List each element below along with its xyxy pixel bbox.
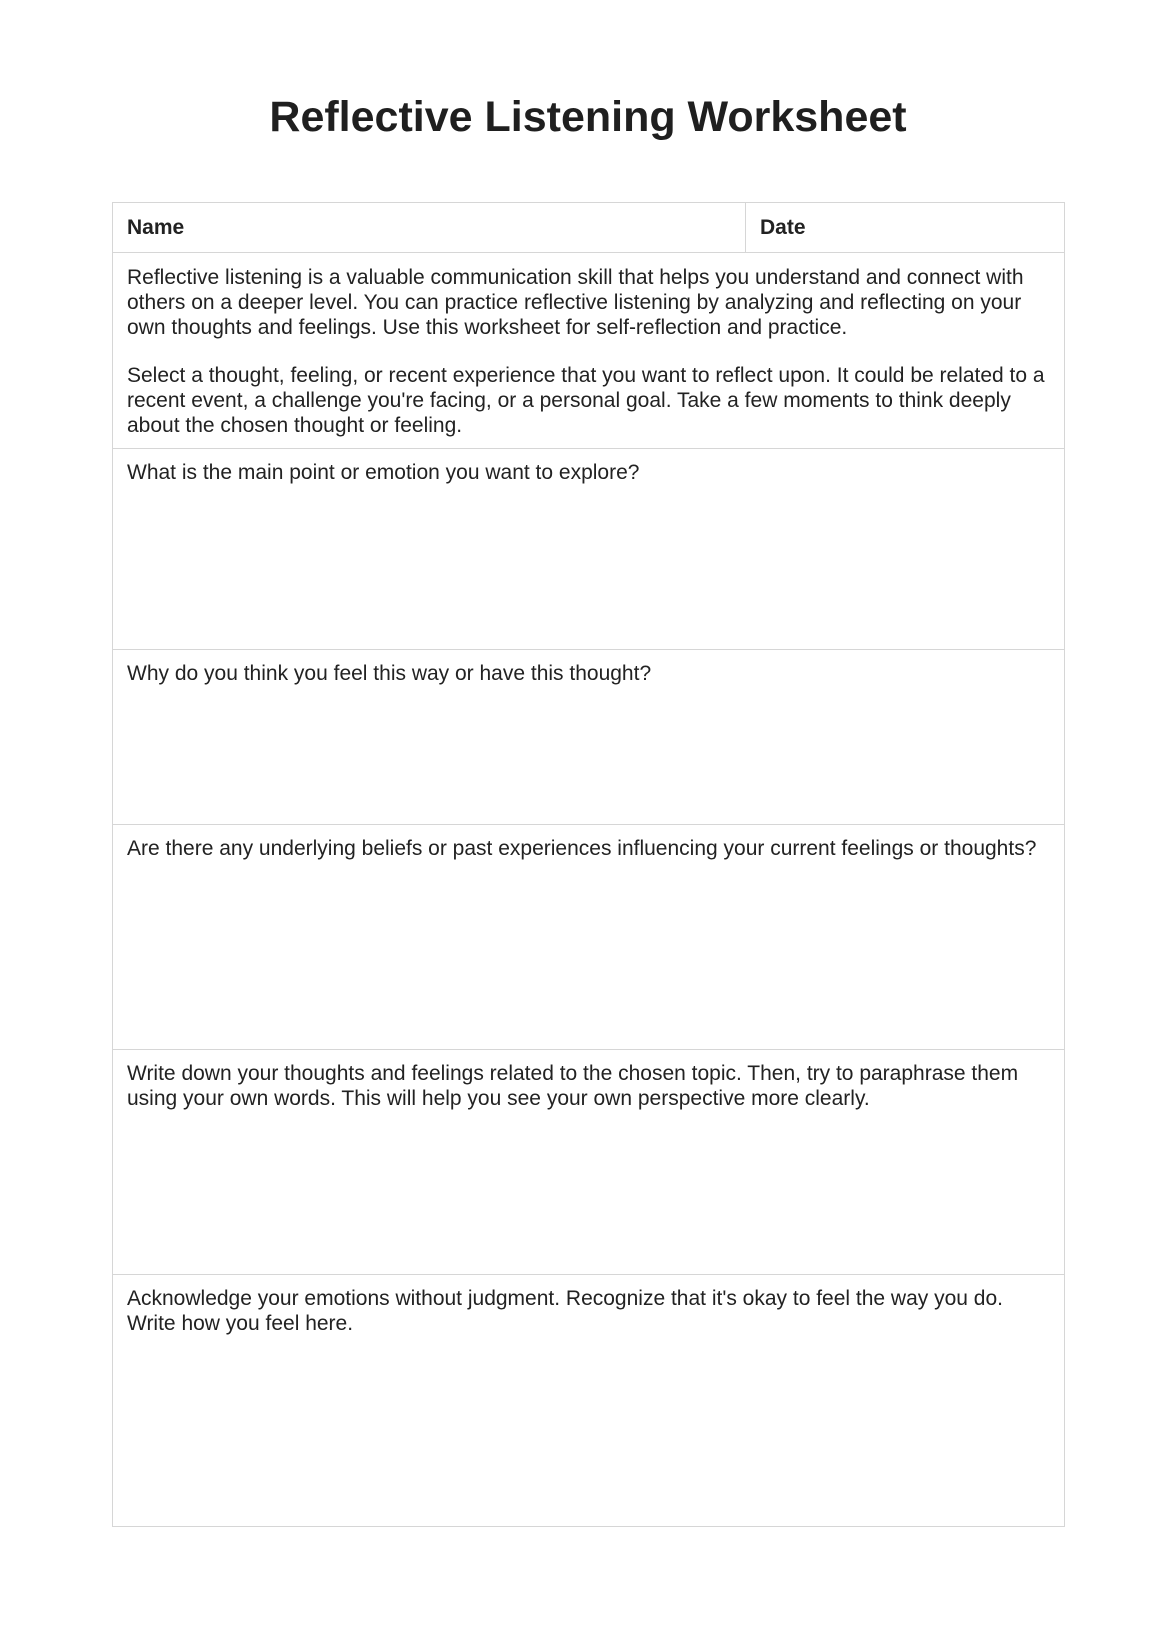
instructions-paragraph-1: Reflective listening is a valuable communication skill that helps you understand and connect with others on a deeper level. You can practice reflective listening by analyzing and reflecting on your own thoughts and feelings. Use this worksheet for self-reflection and practice. [127, 266, 1024, 339]
question-label: What is the main point or emotion you want to explore? [127, 461, 640, 484]
date-label: Date [760, 216, 806, 239]
instructions-section [113, 253, 1064, 449]
name-label: Name [127, 216, 185, 239]
question-label: Are there any underlying beliefs or past experiences influencing your current feelings or thoughts? [127, 837, 1037, 860]
page-title: Reflective Listening Worksheet [269, 93, 907, 141]
question-paraphrase[interactable] [113, 1050, 1064, 1275]
question-acknowledge-emotions[interactable] [113, 1275, 1064, 1526]
question-label: Why do you think you feel this way or have this thought? [127, 662, 652, 685]
name-date-row [113, 203, 1064, 253]
question-label: Write down your thoughts and feelings related to the chosen topic. Then, try to paraphrase them using your own words. This will help you see your own perspective more clearly. [127, 1062, 1019, 1110]
name-field[interactable] [113, 203, 746, 252]
question-why-feel[interactable] [113, 650, 1064, 825]
worksheet-table [112, 202, 1065, 1527]
question-label: Acknowledge your emotions without judgment. Recognize that it's okay to feel the way you do. Write how you feel here. [127, 1287, 1004, 1335]
instructions-paragraph-2: Select a thought, feeling, or recent experience that you want to reflect upon. It could be related to a recent event, a challenge you're facing, or a personal goal. Take a few moments to think deeply about the chosen thought or feeling. [127, 364, 1045, 437]
date-field[interactable] [746, 203, 1064, 252]
question-main-point[interactable] [113, 449, 1064, 650]
question-underlying-beliefs[interactable] [113, 825, 1064, 1050]
